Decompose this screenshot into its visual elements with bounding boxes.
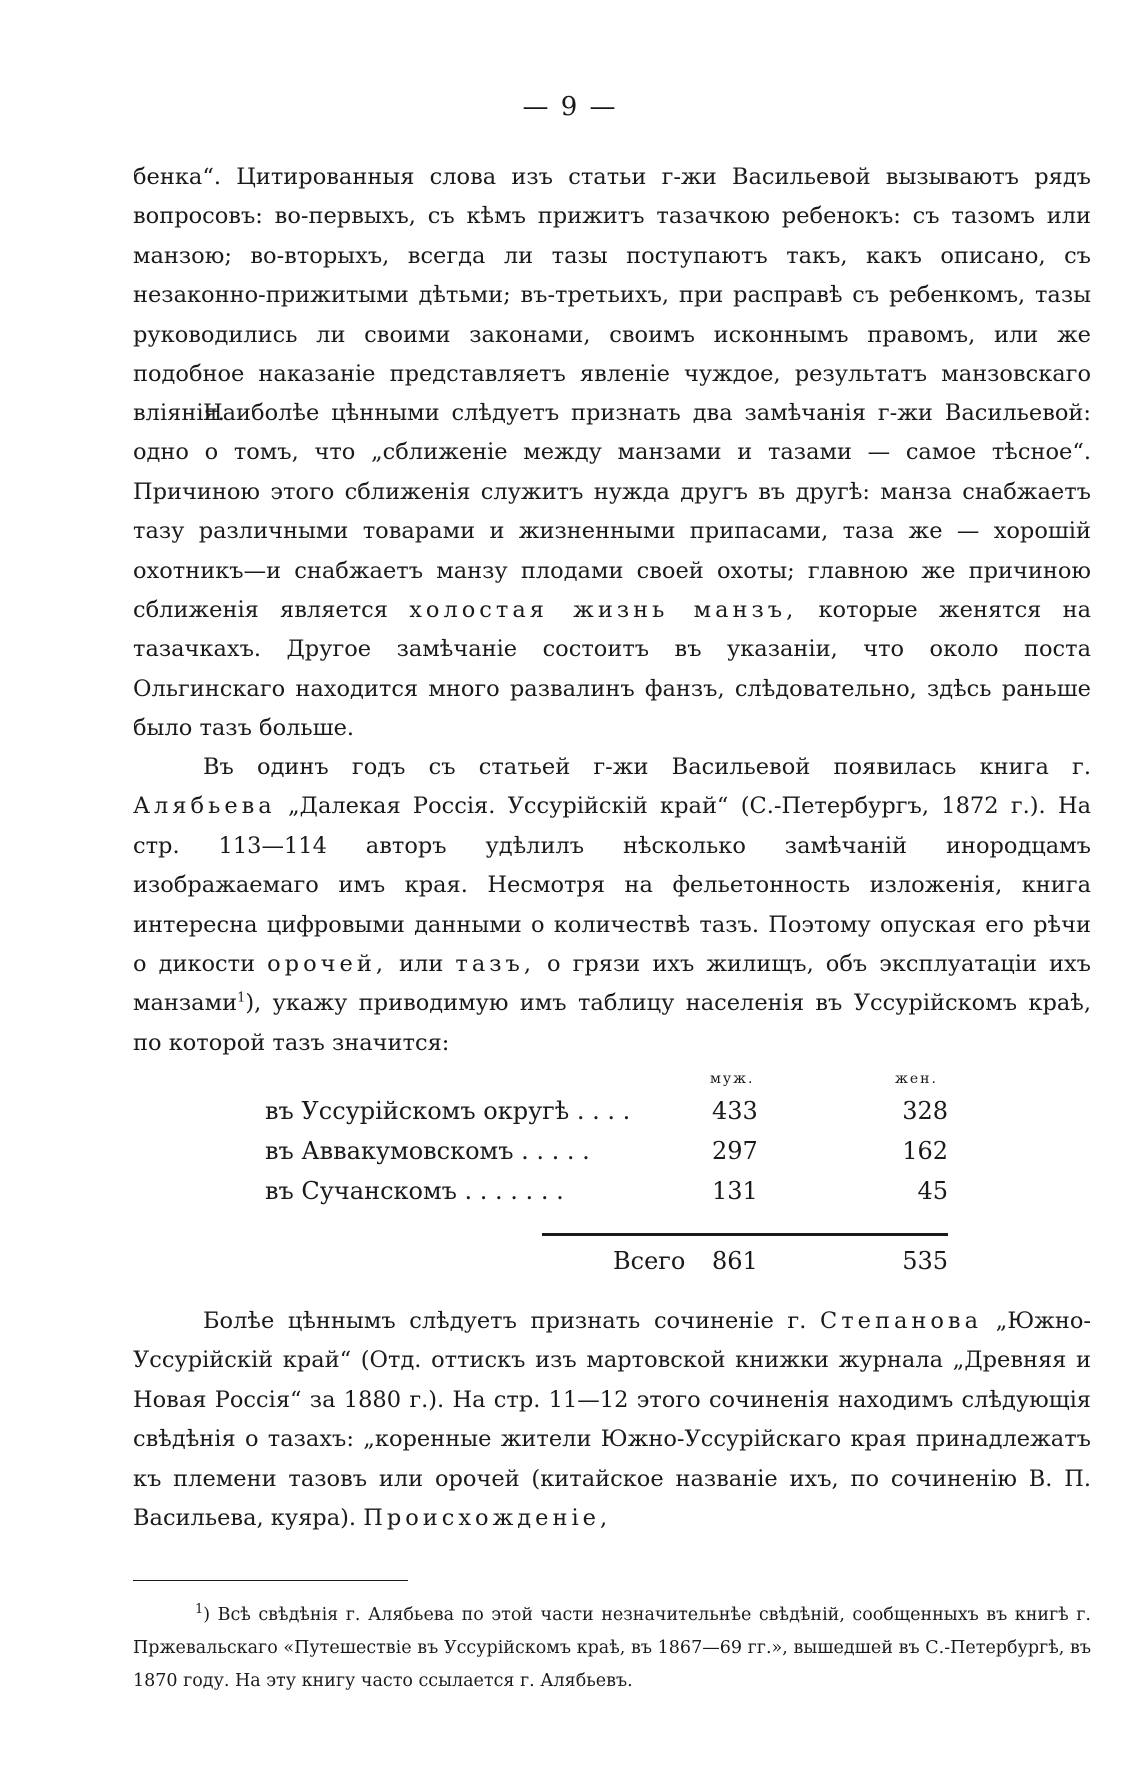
paragraph-4-text (133, 1302, 1091, 1538)
paragraph-4-part-b: „Южно-Уссурійскій край“ (Отд. оттискъ изъ мартовской книжки журнала „Древняя и Новая Россія“ за 1880 г.). На стр. 11—12 этого сочиненія находимъ слѣдующія свѣдѣнія о тазахъ: „коренные жители Южно-Уссурійскаго края принадлежатъ къ племени тазовъ или орочей (китайское названіе ихъ, по сочиненію В. П. Васильева, куяра). (133, 1308, 1092, 1532)
paragraph-4-part-a: Болѣе цѣннымъ слѣдуетъ признать сочиненіе г. (203, 1308, 807, 1334)
paragraph-3-taz: тазъ, (455, 951, 535, 978)
paragraph-3-part-c: или (399, 951, 444, 978)
total-label: Всего (613, 1247, 686, 1275)
footnote (133, 1599, 1091, 1698)
table-row (265, 1171, 965, 1211)
footnote-marker: 1 (195, 1602, 204, 1618)
paragraph-3-part-b: „Далекая Россія. Уссурійскій край“ (С.-Петербургъ, 1872 г.). На стр. 113—114 авторъ удѣлилъ нѣсколько замѣчаній инородцамъ изображаемаго имъ края. Несмотря на фельетонность изложенія, книга интересна цифровыми данными о количествѣ тазъ. Поэтому опуская его рѣчи о дикости (133, 793, 1091, 978)
paragraph-3-part-e: ), укажу приводимую имъ таблицу населенія въ Уссурійскомъ краѣ, по которой тазъ значится: (133, 990, 1091, 1056)
table-row (265, 1091, 965, 1131)
table-row (265, 1131, 965, 1171)
paragraph-3-part-a: Въ одинъ годъ съ статьей г-жи Васильевой появилась книга г. (203, 754, 1091, 780)
total-divider (542, 1233, 948, 1236)
paragraph-1 (133, 158, 1091, 434)
row-female: 162 (902, 1137, 948, 1165)
total-female: 535 (902, 1247, 948, 1275)
table-header (265, 1063, 965, 1091)
population-table (265, 1063, 965, 1275)
paragraph-3-oroch: орочей, (267, 951, 387, 978)
row-place: въ Сучанскомъ . . . . . . . (265, 1177, 564, 1205)
row-place: въ Уссурійскомъ округѣ . . . . (265, 1097, 631, 1125)
paragraph-3-author: Алябьева (133, 793, 276, 820)
row-male: 433 (712, 1097, 758, 1125)
total-row (265, 1239, 965, 1283)
header-male: муж. (710, 1071, 755, 1087)
paragraph-4-author: Степанова (820, 1308, 983, 1334)
paragraph-3-text (133, 748, 1091, 1063)
footnote-divider (133, 1580, 408, 1581)
row-female: 45 (917, 1177, 948, 1205)
paragraph-1-text: бенка“. Цитированныя слова изъ статьи г-жи Васильевой вызываютъ рядъ вопросовъ: во-первыхъ, съ кѣмъ прижитъ тазачкою ребенокъ: съ тазомъ или манзою; во-вторыхъ, всегда ли тазы поступаютъ такъ, какъ описано, съ незаконно-прижитыми дѣтьми; въ-третьихъ, при расправѣ съ ребенкомъ, тазы руководились ли своими законами, своимъ исконнымъ правомъ, или же подобное наказаніе представляетъ явленіе чуждое, результатъ манзовскаго вліянія. (133, 164, 1091, 427)
paragraph-4-origin: Происхожденіе, (363, 1505, 612, 1532)
paragraph-2 (133, 394, 1091, 749)
page-number: — 9 — (522, 92, 618, 122)
paragraph-4 (133, 1302, 1091, 1538)
paragraph-2-part-b: которые женятся на тазачкахъ. Другое замѣчаніе состоитъ въ указаніи, что около поста Ольгинскаго находится много развалинъ фанзъ, слѣдовательно, здѣсь раньше было тазъ больше. (133, 597, 1092, 742)
paragraph-3-part-d: о грязи ихъ жилищъ, объ эксплуатаціи ихъ манзами (133, 951, 1091, 1017)
paragraph-2-spaced-phrase: холостая жизнь манзъ, (409, 597, 798, 624)
row-male: 131 (712, 1177, 758, 1205)
paragraph-2-part-a: Наиболѣе цѣнными слѣдуетъ признать два замѣчанія г-жи Васильевой: одно о томъ, что „сближеніе между манзами и тазами — самое тѣсное“. Причиною этого сближенія служитъ нужда другъ въ другѣ: манза снабжаетъ тазу различными товарами и жизненными припасами, таза же — хорошій охотникъ—и снабжаетъ манзу плодами своей охоты; главною же причиною сближенія является (133, 400, 1091, 624)
footnote-reference: 1 (237, 990, 246, 1006)
row-female: 328 (902, 1097, 948, 1125)
row-male: 297 (712, 1137, 758, 1165)
paragraph-2-text (133, 394, 1091, 749)
row-place: въ Аввакумовскомъ . . . . . (265, 1137, 590, 1165)
footnote-body: ) Всѣ свѣдѣнія г. Алябьева по этой части незначительнѣе свѣдѣній, сообщенныхъ въ книгѣ г. Пржевальскаго «Путешествіе въ Уссурійскомъ краѣ, въ 1867—69 гг.», вышедшей въ С.-Петербургѣ, въ 1870 году. На эту книгу часто ссылается г. Алябьевъ. (133, 1605, 1091, 1691)
footnote-text (133, 1599, 1091, 1698)
total-male: 861 (712, 1247, 758, 1275)
paragraph-3 (133, 748, 1091, 1063)
header-female: жен. (895, 1071, 938, 1087)
